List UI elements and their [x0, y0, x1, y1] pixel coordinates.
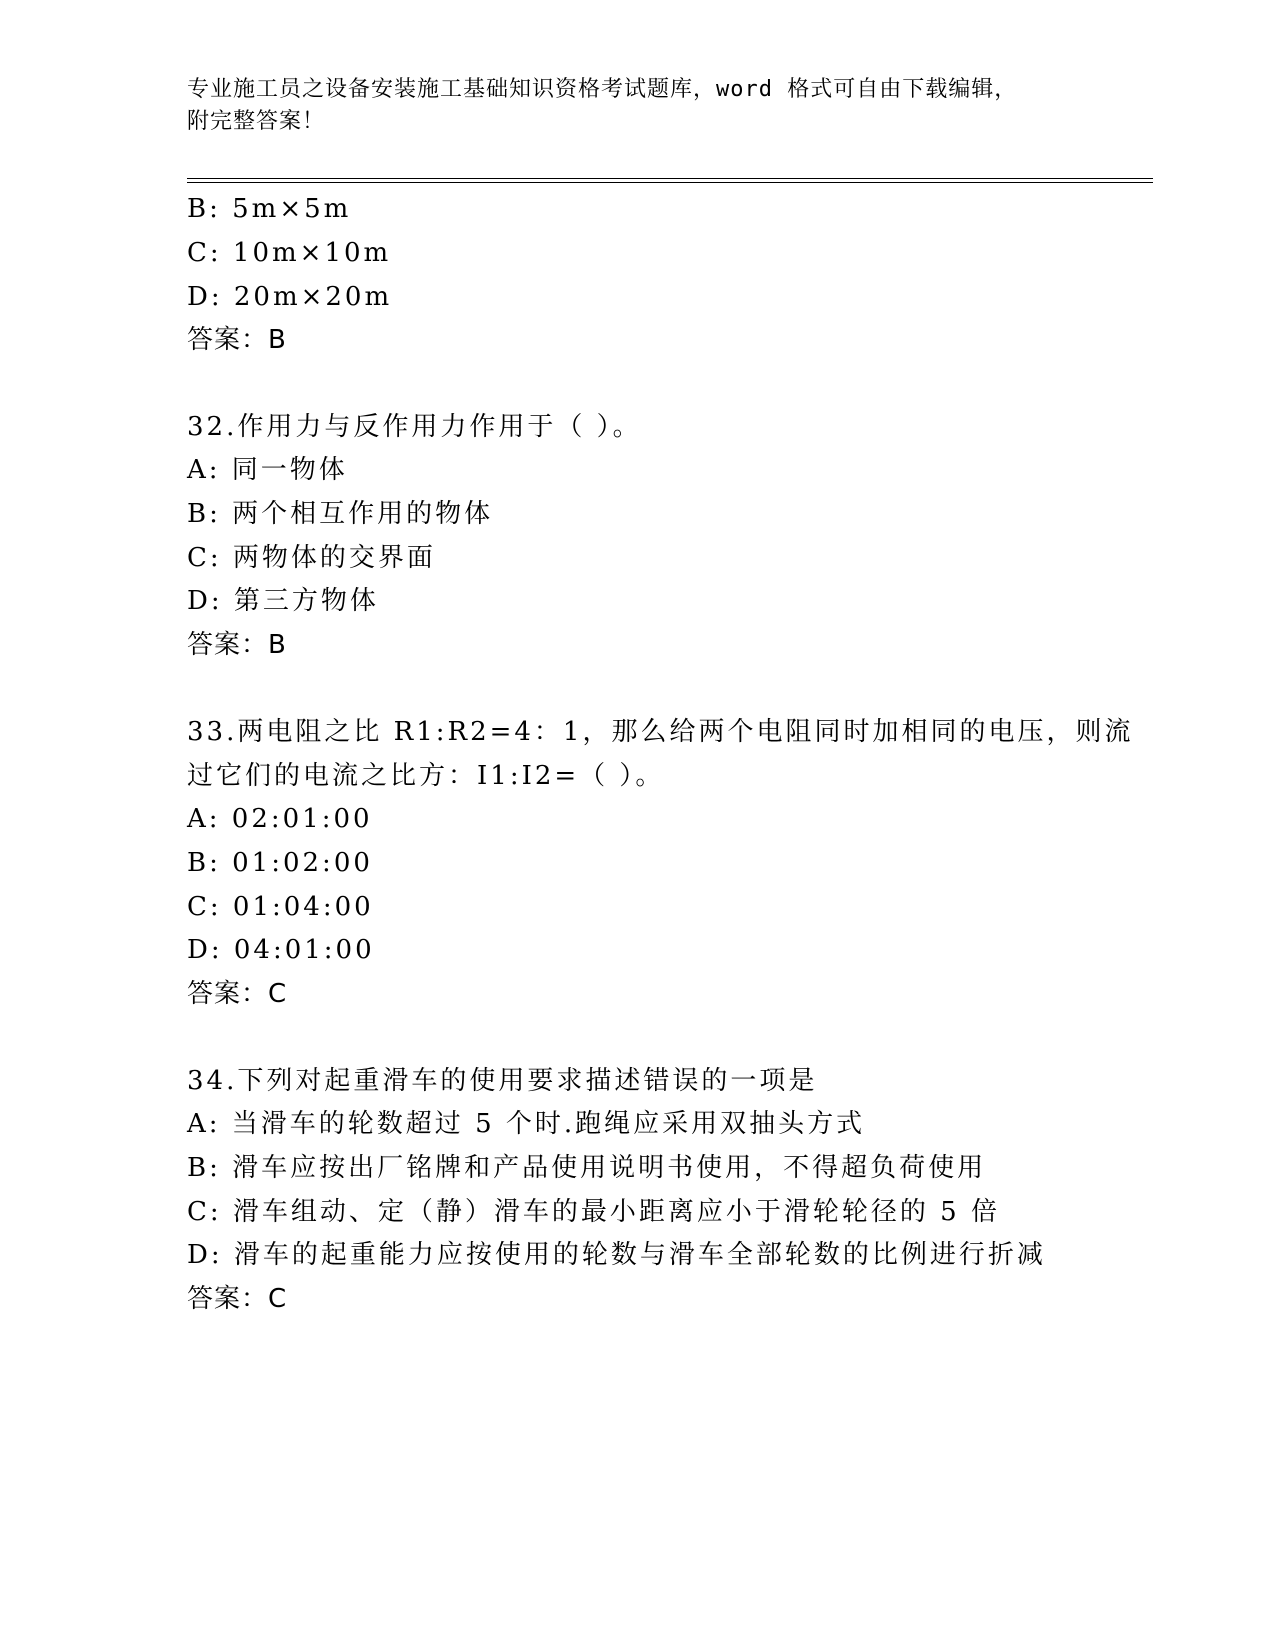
q32-option-b: B: 两个相互作用的物体 — [187, 499, 494, 529]
q34-question: 34.下列对起重滑车的使用要求描述错误的一项是 — [187, 1066, 818, 1096]
q32-option-d: D: 第三方物体 — [187, 586, 379, 616]
q33-option-c: C: 01:04:00 — [187, 892, 374, 922]
q33-question-line-1: 33.两电阻之比 R1:R2=4：1，那么给两个电阻同时加相同的电压，则流 — [187, 717, 1134, 747]
q32-question: 32.作用力与反作用力作用于（ ）。 — [187, 412, 642, 442]
header-divider-bottom — [187, 182, 1153, 183]
page-header — [187, 74, 1087, 138]
q32-answer: 答案：B — [187, 630, 287, 660]
q33-option-d: D: 04:01:00 — [187, 935, 375, 965]
header-title-line-1: 专业施工员之设备安装施工基础知识资格考试题库，word 格式可自由下载编辑， — [187, 77, 1018, 102]
q32-option-c: C: 两物体的交界面 — [187, 543, 436, 573]
header-title-line-2: 附完整答案！ — [187, 109, 326, 134]
q31-option-b: B: 5m×5m — [187, 194, 352, 224]
q34-option-c: C: 滑车组动、定（静）滑车的最小距离应小于滑轮轮径的 5 倍 — [187, 1197, 1000, 1227]
q34-option-b: B: 滑车应按出厂铭牌和产品使用说明书使用，不得超负荷使用 — [187, 1153, 987, 1183]
q31-option-d: D: 20m×20m — [187, 282, 393, 312]
q34-option-a: A: 当滑车的轮数超过 5 个时.跑绳应采用双抽头方式 — [187, 1109, 866, 1139]
q34-answer: 答案：C — [187, 1284, 288, 1314]
header-divider-top — [187, 178, 1153, 179]
q31-answer: 答案：B — [187, 325, 287, 355]
q33-option-b: B: 01:02:00 — [187, 848, 373, 878]
q33-answer: 答案：C — [187, 979, 288, 1009]
q31-option-c: C: 10m×10m — [187, 238, 392, 268]
q32-option-a: A: 同一物体 — [187, 455, 348, 485]
q34-option-d: D: 滑车的起重能力应按使用的轮数与滑车全部轮数的比例进行折减 — [187, 1240, 1046, 1270]
q33-question-line-2: 过它们的电流之比方：I1:I2=（ ）。 — [187, 761, 665, 791]
q33-option-a: A: 02:01:00 — [187, 804, 373, 834]
